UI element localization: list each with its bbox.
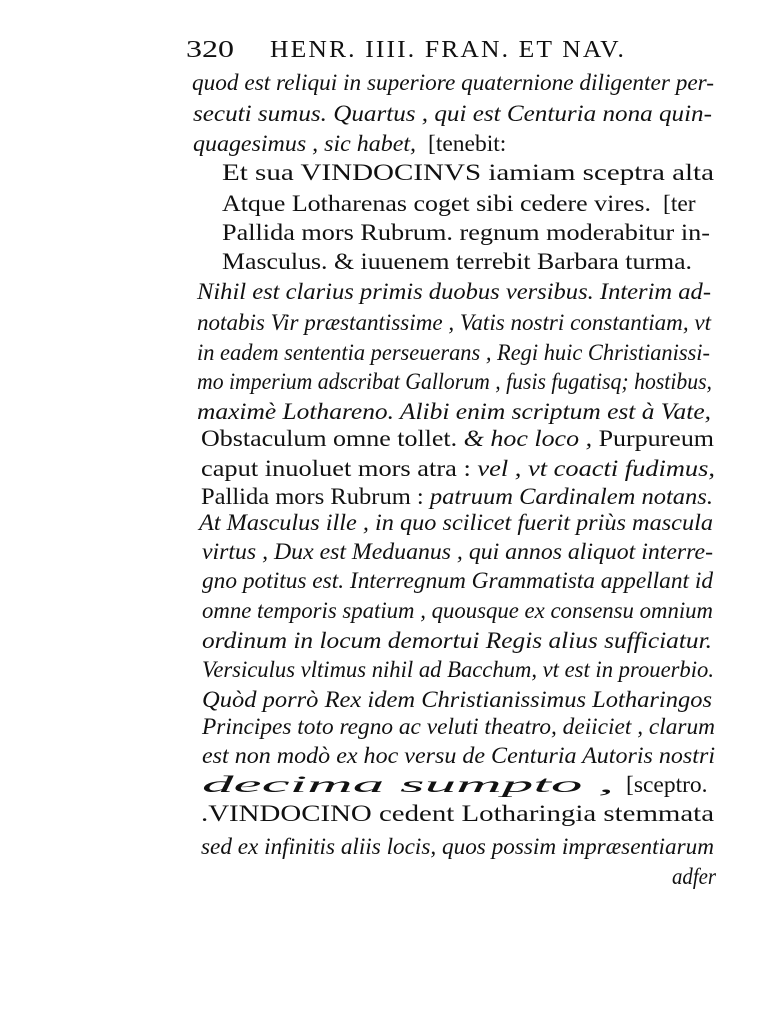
text-segment: maximè Lothareno. Alibi enim scriptum est à Vate,	[197, 399, 712, 425]
text-line	[197, 342, 710, 366]
text-segment: Et sua VINDOCINVS iamiam sceptra alta	[222, 160, 715, 186]
text-line	[201, 458, 715, 482]
text-line	[202, 600, 713, 624]
text-segment: & hoc loco ,	[457, 426, 599, 452]
text-line	[192, 72, 714, 96]
running-title: HENR. IIII. FRAN. ET NAV.	[270, 37, 626, 63]
text-line	[197, 371, 712, 395]
text-line	[201, 486, 713, 510]
text-line	[197, 401, 711, 425]
text-segment: gno potitus est. Interregnum Grammatista appellant id	[202, 568, 714, 594]
text-line	[197, 312, 711, 336]
page-number: 320	[186, 37, 234, 63]
text-line	[193, 103, 712, 127]
text-line	[199, 512, 713, 536]
text-segment: patruum Cardinalem notans.	[423, 484, 713, 510]
text-line	[222, 162, 714, 186]
text-segment: At Masculus ille , in quo scilicet fuerit priùs mascula	[199, 510, 713, 536]
text-line-segment: [tenebit:	[428, 131, 507, 157]
text-line	[202, 745, 715, 769]
text-segment: Pallida mors Rubrum. regnum moderabitur in-	[222, 220, 710, 246]
text-line-segment: Atque Lotharenas coget sibi cedere vires.	[222, 191, 652, 217]
text-segment: quod est reliqui in superiore quaternione diligenter per-	[192, 70, 715, 96]
text-segment: vel , vt coacti fudimus,	[470, 456, 715, 482]
text-line	[202, 716, 715, 740]
text-line	[222, 222, 710, 246]
text-segment: mo imperium adscribat Gallorum , fusis fugatisq; hostibus,	[197, 369, 712, 395]
text-segment: Masculus. & iuuenem terrebit Barbara turma.	[222, 249, 693, 275]
text-segment: Obstaculum omne tollet.	[201, 426, 458, 452]
text-line-segment: quagesimus , sic habet,	[193, 131, 417, 157]
text-line	[202, 689, 712, 713]
text-segment: Nihil est clarius primis duobus versibus. Interim ad-	[197, 279, 712, 305]
text-line-segment: [sceptro.	[626, 772, 708, 798]
text-line-segment: decima sumpto ,	[202, 772, 615, 798]
text-segment: Principes toto regno ac veluti theatro, deiiciet , clarum	[202, 714, 715, 740]
text-segment: est non modò ex hoc versu de Centuria Autoris nostri	[202, 743, 716, 769]
text-segment: Versiculus vltimus nihil ad Bacchum, vt est in prouerbio.	[202, 657, 715, 683]
text-line	[202, 659, 714, 683]
text-line	[222, 251, 692, 275]
text-segment: Purpureum	[598, 426, 715, 452]
catchword: adfer	[672, 864, 716, 890]
text-segment: Pallida mors Rubrum :	[201, 484, 424, 510]
text-segment: Quòd porrò Rex idem Christianissimus Lotharingos	[202, 687, 712, 713]
text-segment: omne temporis spatium , quousque ex consensu omnium	[202, 598, 713, 624]
text-segment: sed ex infinitis aliis locis, quos possim impræsentiarum	[201, 834, 714, 860]
text-segment: ordinum in locum demortui Regis alius sufficiatur.	[202, 628, 712, 654]
text-line	[202, 541, 713, 565]
text-line	[201, 428, 714, 452]
text-segment: caput inuoluet mors atra :	[201, 456, 471, 482]
text-line	[202, 570, 713, 594]
text-line	[201, 836, 714, 860]
text-segment: secuti sumus. Quartus , qui est Centuria nona quin-	[193, 101, 712, 127]
text-line	[201, 803, 714, 827]
text-segment: .VINDOCINO cedent Lotharingia stemmata	[201, 801, 715, 827]
text-segment: virtus , Dux est Meduanus , qui annos aliquot interre-	[202, 539, 714, 565]
text-segment: notabis Vir præstantissime , Vatis nostri constantiam, vt	[197, 310, 712, 336]
text-segment: in eadem sententia perseuerans , Regi huic Christianissi-	[197, 340, 710, 366]
text-line	[202, 630, 712, 654]
text-line	[197, 281, 711, 305]
text-line-segment: [ter	[663, 191, 696, 217]
